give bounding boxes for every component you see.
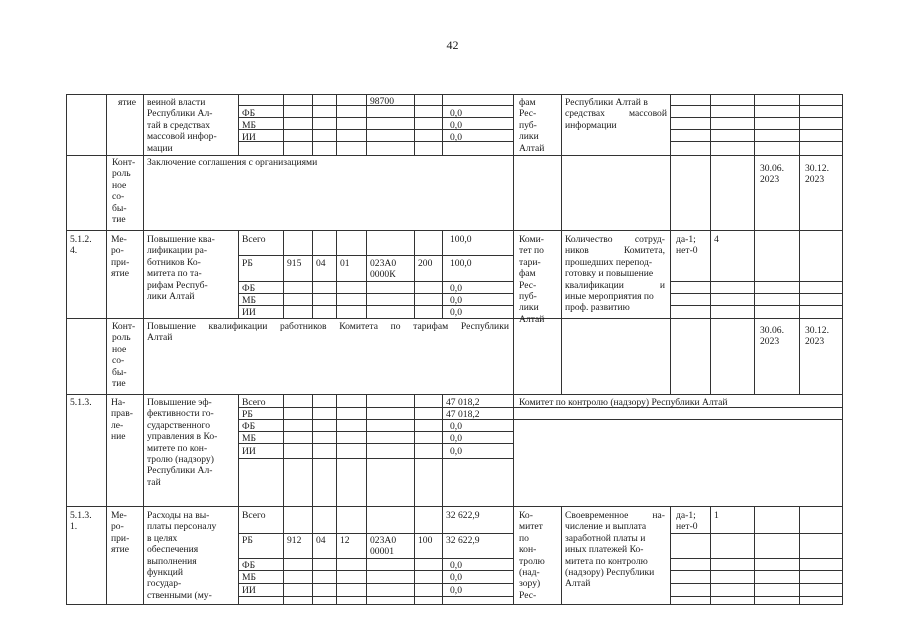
grid-line [414,394,415,506]
cell-rz: 04 [316,535,326,546]
grid-line [670,533,842,534]
cell-num: 5.1.3. [70,397,92,408]
cell-source: МБ [242,120,257,131]
cell-csr: 023А0 00001 [370,535,397,558]
grid-line [754,155,755,230]
cell-source: МБ [242,295,257,306]
grid-line [710,318,711,394]
cell-source: РБ [242,535,253,546]
grid-line [670,506,671,605]
grid-line [238,305,513,306]
grid-line [670,94,671,155]
cell-source: ФБ [242,108,256,119]
grid-line [66,230,842,231]
grid-line [670,293,842,294]
grid-line [238,570,513,571]
cell-value: 32 622,9 [446,510,480,521]
cell-unit: да-1; нет-0 [676,234,698,257]
grid-line [66,394,842,395]
grid-line [336,394,337,506]
grid-line [513,318,514,394]
grid-line [754,94,755,155]
cell-source: ИИ [242,585,256,596]
cell-source: Всего [242,234,266,245]
cell-value: 0,0 [450,446,462,457]
grid-line [442,94,443,155]
grid-line [670,129,842,130]
grid-line [561,318,562,394]
grid-line [312,506,313,605]
grid-line [238,533,513,534]
cell-date-start: 30.06. 2023 [760,163,784,186]
grid-line [561,94,562,155]
grid-line [670,583,842,584]
cell-source: ФБ [242,560,256,571]
cell-name: Заключение соглашения с организациями [147,157,318,168]
grid-line [799,506,800,605]
cell-source: ИИ [242,446,256,457]
grid-line [670,305,842,306]
cell-base: 4 [714,234,719,245]
cell-pr: 01 [340,258,350,269]
cell-source: ИИ [242,132,256,143]
cell-grbs: 912 [287,535,302,546]
grid-line [66,155,842,156]
grid-line [238,394,239,506]
grid-line [842,94,843,605]
grid-line [283,94,284,155]
cell-kind: Ме- ро- при- ятие [111,234,130,280]
cell-source: МБ [242,572,257,583]
cell-value: 47 018,2 [446,409,480,420]
grid-line [754,318,755,394]
grid-line [66,506,842,507]
grid-line [238,596,513,597]
cell-source: МБ [242,433,257,444]
grid-line [513,394,514,506]
grid-line [238,419,842,420]
grid-line [238,558,513,559]
grid-line [414,94,415,155]
cell-value: 47 018,2 [446,397,480,408]
cell-num: 5.1.3. 1. [70,510,92,533]
grid-line [799,155,800,230]
cell-num: 5.1.2. 4. [70,234,92,257]
cell-rz: 04 [316,258,326,269]
cell-executor: фам Рес- пуб- лики Алтай [519,97,545,154]
cell-kind: Конт- роль ное со- бы- тие [112,321,136,390]
grid-line [442,394,443,506]
grid-line [238,141,513,142]
cell-csr: 023А0 0000К [370,258,397,281]
grid-line [670,281,842,282]
grid-line [799,318,800,394]
cell-source: ИИ [242,307,256,318]
grid-line [238,458,513,459]
grid-line [670,570,842,571]
cell-date-end: 30.12. 2023 [805,163,829,186]
grid-line [366,506,367,605]
cell-value: 0,0 [450,132,462,143]
cell-value: 32 622,9 [446,535,480,546]
grid-line [799,94,800,155]
cell-grbs: 915 [287,258,302,269]
grid-line [366,94,367,155]
grid-line [238,293,513,294]
grid-line [238,431,513,432]
grid-line [66,94,67,605]
grid-line [670,117,842,118]
cell-value: 0,0 [450,108,462,119]
cell-source: ФБ [242,421,256,432]
cell-name: Повышение квалификации работников Комитета по тарифам Республики Алтай [147,321,509,344]
cell-value: 100,0 [450,234,472,245]
grid-line [754,506,755,605]
cell-value: 100,0 [450,258,472,269]
grid-line [238,443,513,444]
cell-unit: да-1; нет-0 [676,510,698,533]
cell-value: 0,0 [450,572,462,583]
cell-name: веиной власти Республики Ал- тай в средствах массовой инфор- мации [147,97,217,154]
cell-indicator: Республики Алтай в средствах массовой информации [565,97,667,131]
grid-line [561,155,562,230]
cell-value: 0,0 [450,421,462,432]
cell-source: Всего [242,397,266,408]
cell-base: 1 [714,510,719,521]
cell-executor: Коми- тет по тари- фам Рес- пуб- лики Алтай [519,234,545,325]
grid-line [710,155,711,230]
cell-kind: Ме- ро- при- ятие [111,510,130,556]
grid-line [670,155,671,230]
cell-value: 0,0 [450,120,462,131]
cell-source: Всего [242,510,266,521]
grid-line [513,506,514,605]
cell-name: Расходы на вы- платы персоналу в целях обеспечения выполнения функций государ- ственными (му- [147,510,217,601]
cell-executor: Ко- митет по кон- тролю (над- зору) Рес- [519,510,545,601]
cell-code: 98700 [370,96,394,107]
grid-line [366,394,367,506]
cell-name: Повышение эф- фективности го- сударственного управления в Ко- митете по кон- тролю (надзору) Республики Ал- тай [147,397,218,488]
grid-line [312,94,313,155]
grid-line [670,141,842,142]
grid-line [670,596,842,597]
cell-vr: 200 [418,258,433,269]
grid-line [670,558,842,559]
grid-line [238,583,513,584]
grid-line [106,94,107,605]
cell-value: 0,0 [450,585,462,596]
grid-line [710,94,711,155]
grid-line [238,506,239,605]
cell-indicator: Своевременное на- числение и выплата заработной платы и иных платежей Ко- митета по контролю (надзору) Республики Алтай [565,510,665,590]
cell-date-end: 30.12. 2023 [805,325,829,348]
grid-line [143,94,144,605]
grid-line [561,230,562,318]
grid-line [283,506,284,605]
cell-vr: 100 [418,535,433,546]
grid-line [513,94,514,155]
grid-line [66,604,842,605]
cell-value: 0,0 [450,283,462,294]
cell-indicator: Количество сотруд- ников Комитета, прошедших перепод- готовку и повышение квалификации и иные мероприятия по проф. развитию [565,234,665,314]
cell-value: 0,0 [450,307,462,318]
cell-kind: На- прав- ле- ние [111,397,133,443]
cell-value: 0,0 [450,295,462,306]
grid-line [238,94,239,155]
grid-line [442,506,443,605]
grid-line [336,94,337,155]
grid-line [283,394,284,506]
cell-name: Повышение ква- лификации ра- ботников Ко- митета по та- рифам Респуб- лики Алтай [147,234,215,303]
page-number: 42 [446,38,459,52]
grid-line [561,506,562,605]
cell-source: РБ [242,409,253,420]
cell-kind: Конт- роль ное со- бы- тие [112,157,136,226]
grid-line [66,94,842,95]
grid-line [670,318,671,394]
cell-kind: ятие [118,97,136,108]
grid-line [238,281,513,282]
grid-line [513,155,514,230]
grid-line [336,506,337,605]
cell-pr: 12 [340,535,350,546]
grid-line [513,230,514,318]
cell-executor: Комитет по контролю (надзору) Республики Алтай [519,397,728,408]
grid-line [710,506,711,605]
grid-line [238,129,513,130]
grid-line [312,394,313,506]
cell-date-start: 30.06. 2023 [760,325,784,348]
cell-source: ФБ [242,283,256,294]
grid-line [670,105,842,106]
cell-value: 0,0 [450,433,462,444]
grid-line [414,506,415,605]
cell-source: РБ [242,258,253,269]
cell-value: 0,0 [450,560,462,571]
grid-line [238,255,513,256]
grid-line [238,117,513,118]
